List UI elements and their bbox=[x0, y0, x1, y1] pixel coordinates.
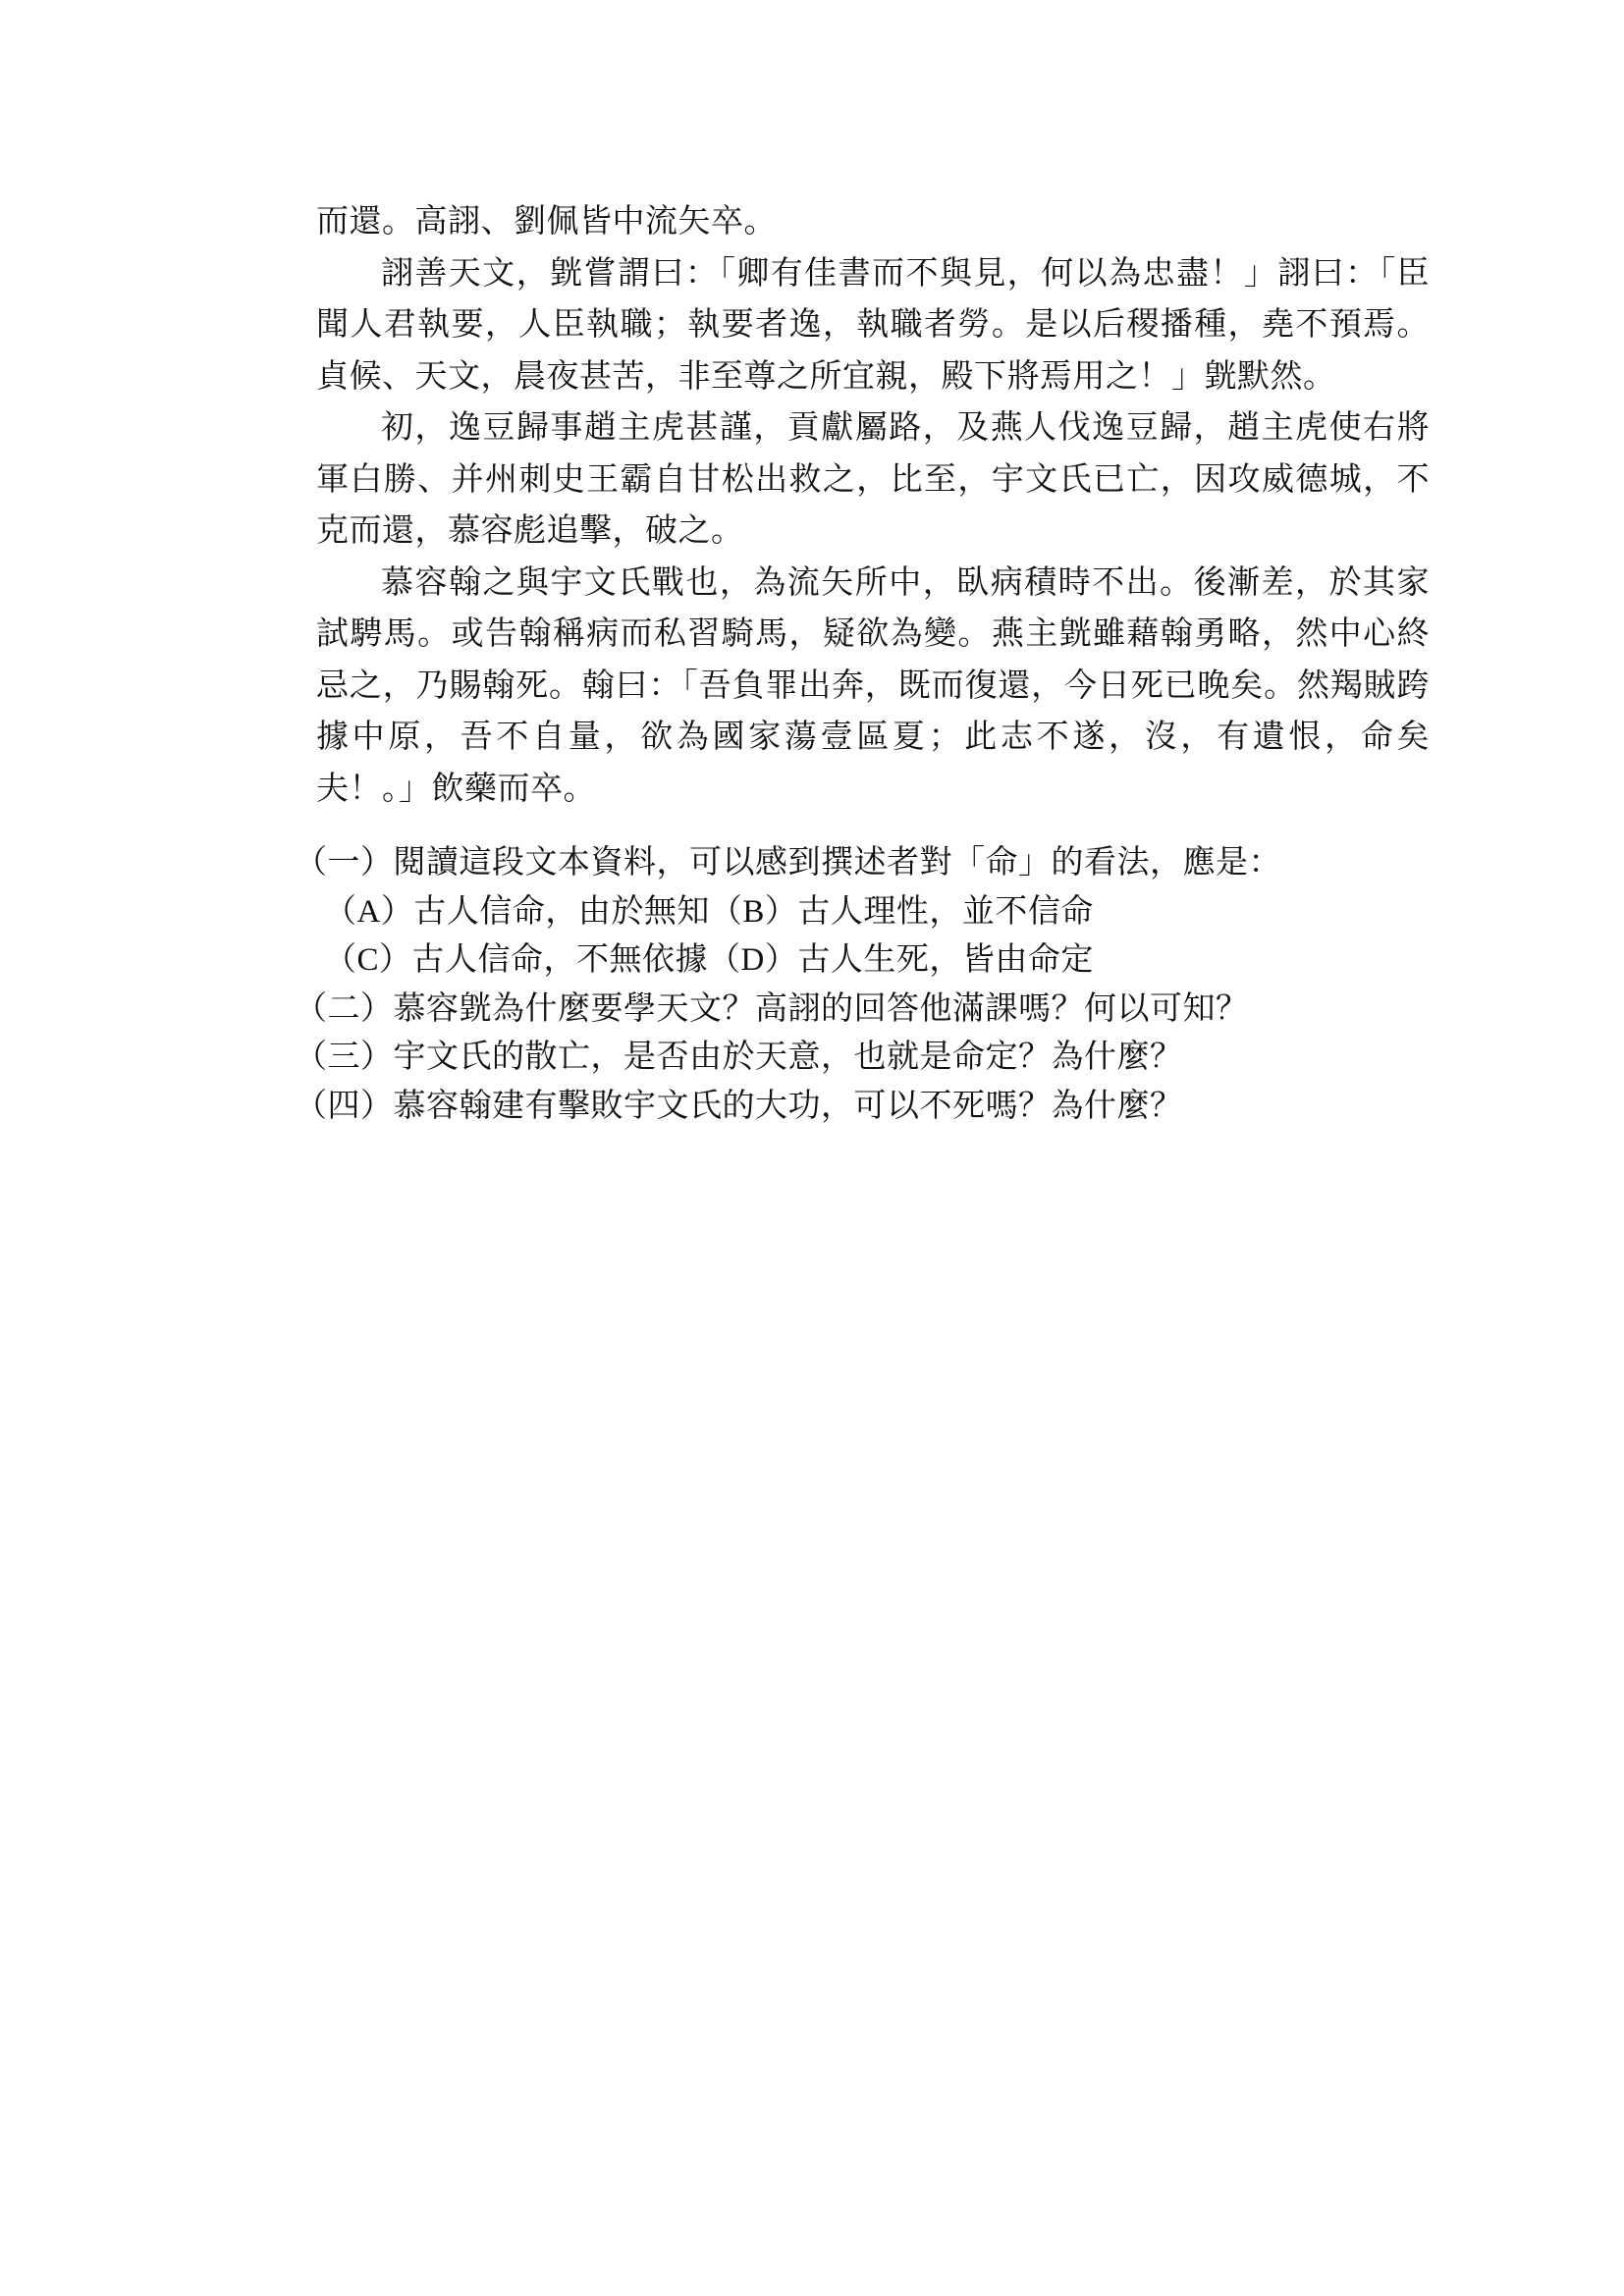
question-1-text: 閱讀這段文本資料，可以感到撰述者對「命」的看法，應是： bbox=[393, 845, 1281, 881]
passage-paragraph-yidougui: 初，逸豆歸事趙主虎甚謹，貢獻屬路，及燕人伐逸豆歸，趙主虎使右將軍白勝、并州刺史王霸自甘松出救之，比至，宇文氏已亡，因攻威德城，不克而還，慕容彪追擊，破之。 bbox=[316, 410, 1430, 549]
question-3 bbox=[295, 1034, 1463, 1083]
question-1-options-ab: （A）古人信命，由於無知（B）古人理性，並不信命 bbox=[324, 893, 1094, 930]
passage-paragraph-continuation: 而還。高詡、劉佩皆中流矢卒。 bbox=[316, 204, 777, 240]
question-3-text: 宇文氏的散亡，是否由於天意，也就是命定？為什麼？ bbox=[393, 1040, 1183, 1075]
passage-paragraph-murong-han: 慕容翰之與宇文氏戰也，為流矢所中，臥病積時不出。後漸差，於其家試騁馬。或告翰稱病而私習騎馬，疑欲為變。燕主皝雖藉翰勇略，然中心終忌之，乃賜翰死。翰曰：「吾負罪出奔，既而復還，今日死已晚矣。然羯賊跨據中原，吾不自量，欲為國家蕩壹區夏；此志不遂，沒，有遺恨，命矣夫！。」飲藥而卒。 bbox=[316, 564, 1430, 807]
question-list bbox=[295, 839, 1463, 1131]
question-4 bbox=[295, 1083, 1463, 1132]
question-3-label: （三） bbox=[295, 1040, 394, 1075]
question-2 bbox=[295, 986, 1463, 1035]
question-1-label: （一） bbox=[295, 845, 394, 881]
passage-paragraph-gaoxu-dialogue: 詡善天文，皝嘗謂曰：「卿有佳書而不與見，何以為忠盡！」詡曰：「臣聞人君執要，人臣執職；執要者逸，執職者勞。是以后稷播種，堯不預焉。貞候、天文，晨夜甚苦，非至尊之所宜親，殿下將焉用之！」皝默然。 bbox=[316, 255, 1430, 395]
question-2-text: 慕容皝為什麼要學天文？高詡的回答他滿課嗎？何以可知？ bbox=[393, 990, 1249, 1027]
classical-text-passage bbox=[316, 196, 1430, 815]
question-4-text: 慕容翰建有擊敗宇文氏的大功，可以不死嗎？為什麼？ bbox=[393, 1088, 1183, 1124]
question-1-options-cd: （C）古人信命，不無依據（D）古人生死，皆由命定 bbox=[324, 942, 1094, 978]
question-4-label: （四） bbox=[295, 1088, 394, 1124]
question-1 bbox=[295, 839, 1463, 888]
question-2-label: （二） bbox=[295, 990, 394, 1027]
